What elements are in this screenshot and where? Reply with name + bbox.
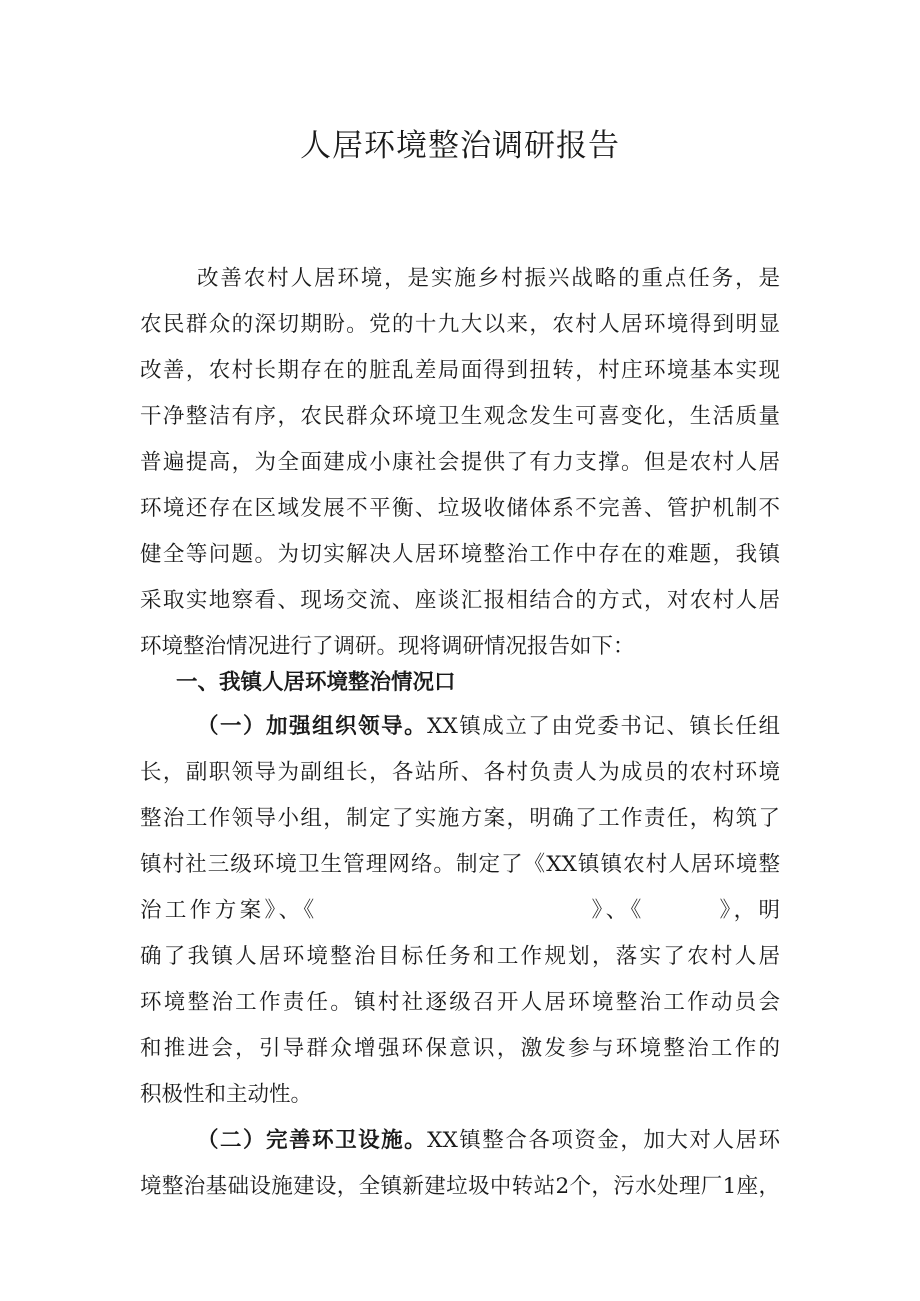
subsection-text: XX镇整合各项资金，加大对人居环 xyxy=(427,1128,780,1153)
subsection-text: XX镇成立了由党委书记、镇长任组 xyxy=(427,714,780,739)
paragraph-line: 环境还存在区域发展不平衡、垃圾收储体系不完善、管护机制不 xyxy=(140,496,780,521)
paragraph-line: 干净整洁有序，农民群众环境卫生观念发生可喜变化，生活质量 xyxy=(140,404,780,429)
subsection-first-line xyxy=(197,712,780,742)
paragraph-line: 环境整治工作责任。镇村社逐级召开人居环境整治工作动员会 xyxy=(140,990,780,1015)
subsection-heading: （一）加强组织领导。 xyxy=(197,714,428,739)
paragraph-line: 采取实地察看、现场交流、座谈汇报相结合的方式，对农村人居 xyxy=(140,588,780,613)
paragraph-line: 确了我镇人居环境整治目标任务和工作规划，落实了农村人居 xyxy=(140,944,780,969)
paragraph-line: 普遍提高，为全面建成小康社会提供了有力支撑。但是农村人居 xyxy=(140,450,780,475)
paragraph-line: 治工作方案》、《 》、《 》，明 xyxy=(140,898,780,923)
subsection-first-line xyxy=(197,1126,780,1156)
paragraph-line: 健全等问题。为切实解决人居环境整治工作中存在的难题，我镇 xyxy=(140,542,780,567)
paragraph-line: 改善农村人居环境，是实施乡村振兴战略的重点任务，是 xyxy=(197,266,780,291)
paragraph-line: 长，副职领导为副组长，各站所、各村负责人为成员的农村环境 xyxy=(140,760,780,785)
paragraph-line: 改善，农村长期存在的脏乱差局面得到扭转，村庄环境基本实现 xyxy=(140,358,780,383)
document-title: 人居环境整治调研报告 xyxy=(300,128,620,164)
paragraph-line: 积极性和主动性。 xyxy=(140,1082,313,1107)
subsection-heading: （二）完善环卫设施。 xyxy=(197,1128,428,1153)
paragraph-line: 境整治基础设施建设，全镇新建垃圾中转站2个，污水处理厂1座， xyxy=(140,1174,780,1199)
paragraph-line: 农民群众的深切期盼。党的十九大以来，农村人居环境得到明显 xyxy=(140,312,780,337)
paragraph-line: 和推进会，引导群众增强环保意识，激发参与环境整治工作的 xyxy=(140,1036,780,1061)
paragraph-line: 整治工作领导小组，制定了实施方案，明确了工作责任，构筑了 xyxy=(140,806,780,831)
section-heading: 一、我镇人居环境整治情况口 xyxy=(176,670,456,695)
paragraph-line: 环境整治情况进行了调研。现将调研情况报告如下： xyxy=(140,634,635,659)
paragraph-line: 镇村社三级环境卫生管理网络。制定了《XX镇镇农村人居环境整 xyxy=(140,852,780,877)
